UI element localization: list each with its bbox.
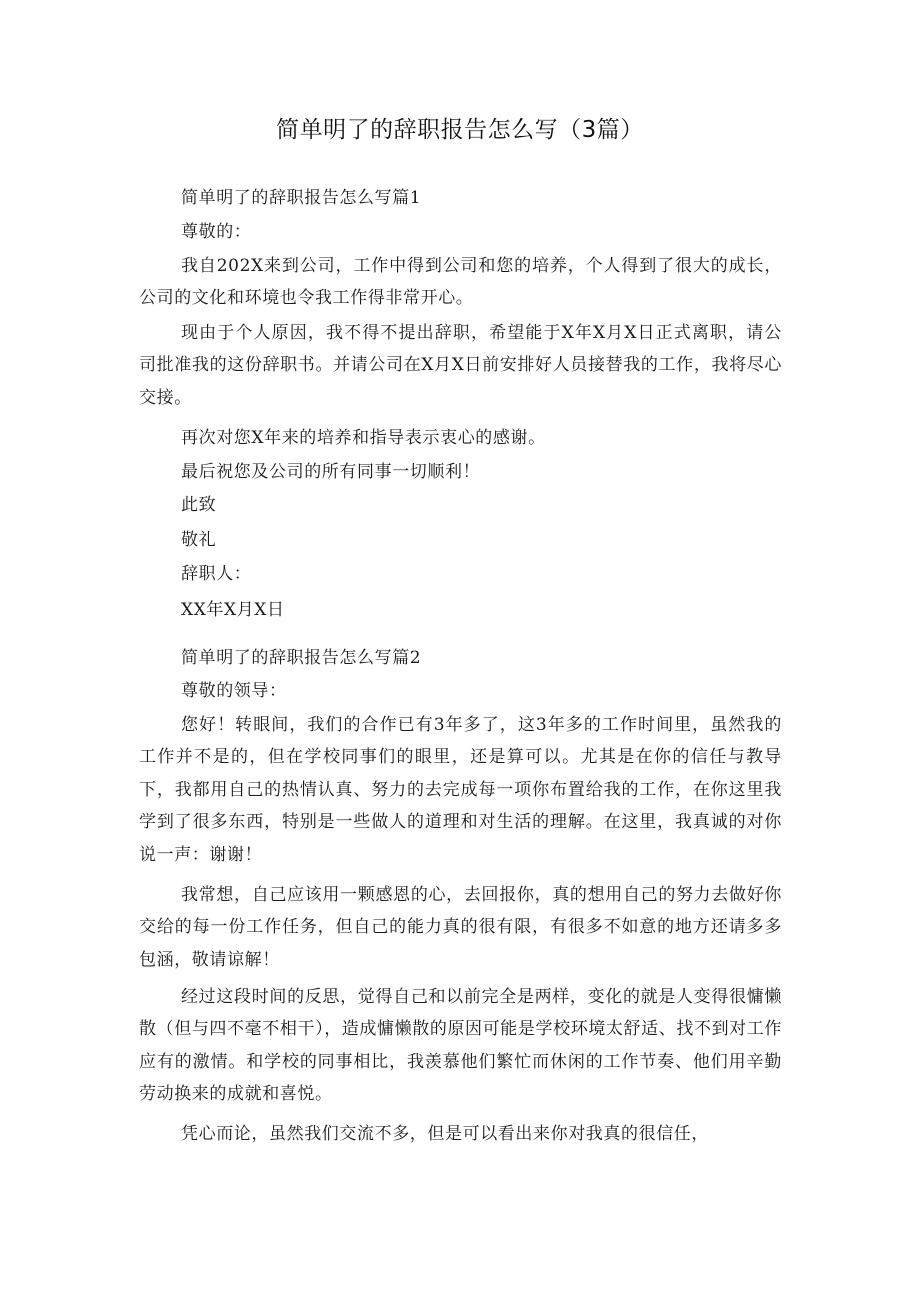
section-1-date: XX年X月X日 <box>181 600 285 620</box>
section-2-salutation: 尊敬的领导： <box>181 681 287 701</box>
section-1-paragraph-1: 我自202X来到公司，工作中得到公司和您的培养，个人得到了很大的成长，公司的文化和环境也令我工作得非常开心。 <box>139 256 782 309</box>
section-1-paragraph-2: 现由于个人原因，我不得不提出辞职，希望能于X年X月X日正式离职，请公司批准我的这份辞职书。并请公司在X月X日前安排好人员接替我的工作，我将尽心交接。 <box>139 323 782 408</box>
section-2-paragraph-3: 经过这段时间的反思，觉得自己和以前完全是两样，变化的就是人变得很慵懒散（但与四不毫不相干），造成慵懒散的原因可能是学校环境太舒适、找不到对工作应有的激情。和学校的同事相比，我羡慕他们繁忙而休闲的工作节奏、他们用辛勤劳动换来的成就和喜悦。 <box>139 987 782 1105</box>
document-title: 简单明了的辞职报告怎么写（3篇） <box>276 117 644 143</box>
section-1-thanks-line: 再次对您X年来的培养和指导表示衷心的感谢。 <box>181 428 546 448</box>
section-1-signature-label: 辞职人： <box>181 564 252 584</box>
section-1-wishes-line: 最后祝您及公司的所有同事一切顺利！ <box>181 462 481 482</box>
section-1-heading: 简单明了的辞职报告怎么写篇1 <box>181 188 422 208</box>
section-1-closing-cizhi: 此致 <box>181 495 217 515</box>
section-2-paragraph-1: 您好！转眼间，我们的合作已有3年多了，这3年多的工作时间里，虽然我的工作并不是的，但在学校同事们的眼里，还是算可以。尤其是在你的信任与教导下，我都用自己的热情认真、努力的去完成每一项你布置给我的工作，在你这里我学到了很多东西，特别是一些做人的道理和对生活的理解。在这里，我真诚的对你说一声：谢谢！ <box>139 715 782 865</box>
section-1-salutation: 尊敬的： <box>181 222 252 242</box>
section-2-heading: 简单明了的辞职报告怎么写篇2 <box>181 648 422 668</box>
section-1-closing-jingli: 敬礼 <box>181 530 217 550</box>
section-2-paragraph-2: 我常想，自己应该用一颗感恩的心，去回报你，真的想用自己的努力去做好你交给的每一份工作任务，但自己的能力真的很有限，有很多不如意的地方还请多多包涵，敬请谅解！ <box>139 885 782 970</box>
section-2-paragraph-4: 凭心而论，虽然我们交流不多，但是可以看出来你对我真的很信任， <box>181 1124 709 1144</box>
